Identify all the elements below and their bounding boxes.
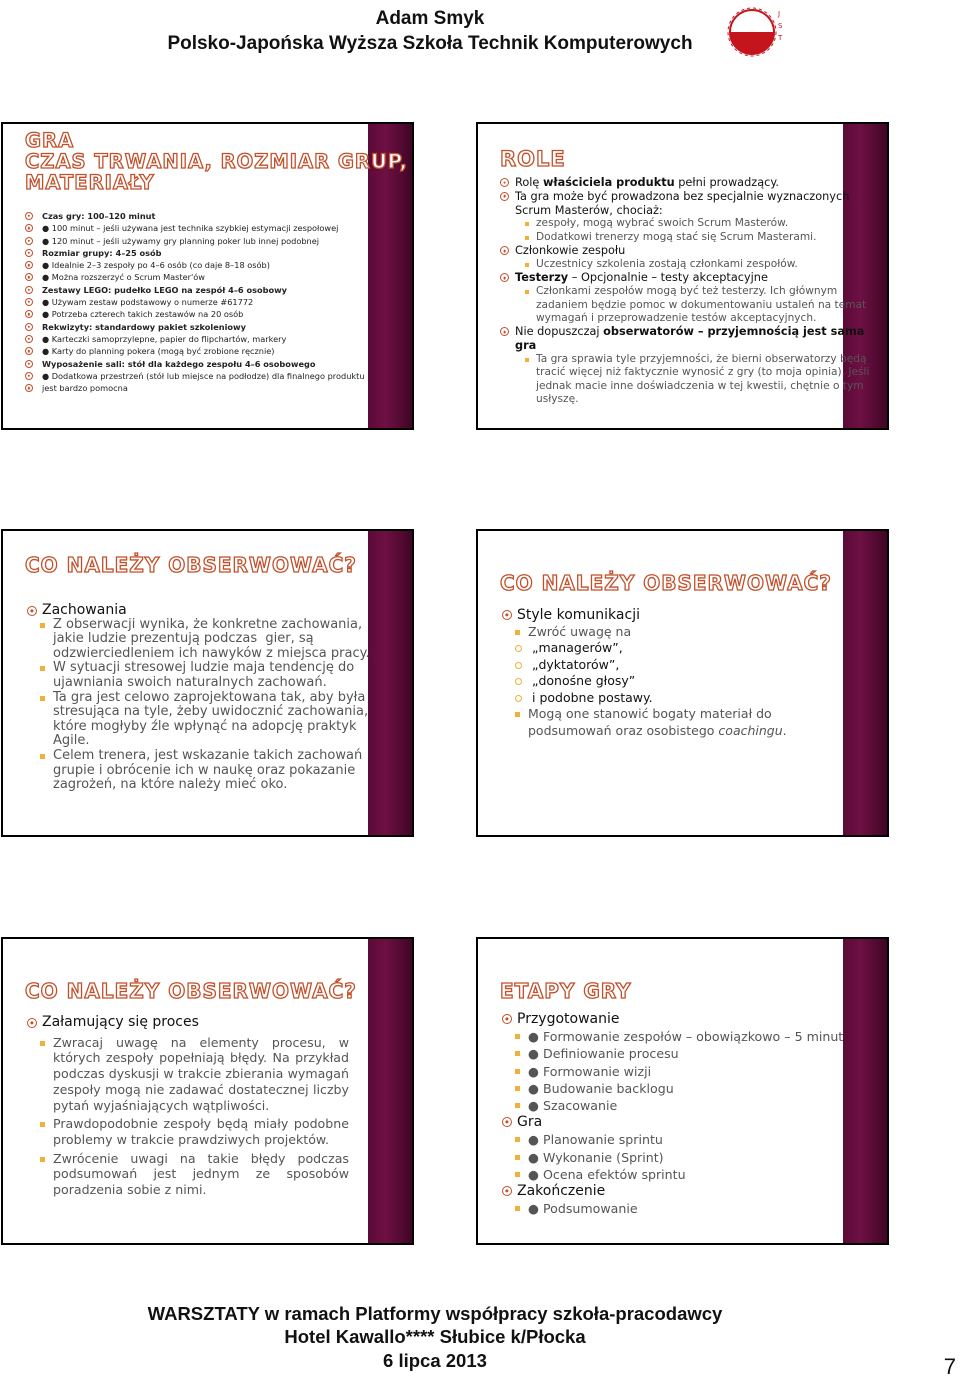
page-number: 7: [943, 1354, 956, 1376]
square-bullet-icon: [40, 696, 45, 701]
sub-sub-item: i podobne postawy.: [502, 690, 787, 707]
sub-item: Dodatkowi trenerzy mogą stać się Scrum Masterami.: [500, 231, 869, 244]
list-item-text: ● 100 minut – jeśli używana jest technika szybkiej estymacji zespołowej: [42, 223, 339, 234]
list-item-text: ● Karteczki samoprzylepne, papier do flipchartów, markery: [42, 333, 287, 344]
sub-item-text: grupie i obrócenie ich w naukę oraz pokazanie: [53, 762, 356, 778]
bullet-icon: [25, 323, 33, 331]
square-bullet-icon: [525, 290, 529, 294]
square-bullet-icon: [515, 712, 520, 717]
bullet-icon: [25, 335, 33, 343]
sub-item-text: ● Formowanie wizji: [528, 1063, 652, 1079]
list-item-text: jest bardzo pomocna: [42, 383, 128, 394]
slide-body: [502, 1011, 843, 1217]
list-item-text: Rekwizyty: standardowy pakiet szkoleniowy: [42, 321, 246, 332]
slide-title: [25, 130, 408, 193]
list-item-cont: gra: [515, 339, 537, 353]
sub-item: [502, 1045, 843, 1062]
sub-item-text: W sytuacji stresowej ludzie maja tendencję do: [53, 660, 355, 676]
sub-item: [502, 1097, 843, 1114]
sub-item-cont: [27, 734, 370, 749]
square-bullet-icon: [515, 1137, 520, 1142]
sub-sub-item: „dyktatorów”,: [502, 657, 787, 674]
sub-sub-item: „managerów”,: [502, 640, 787, 657]
sub-item-text: Celem trenera, jest wskazanie takich zachowań: [53, 747, 363, 763]
bullet-icon: [500, 192, 509, 201]
bullet-icon: [500, 178, 509, 187]
list-item-cont: Scrum Masterów, chociaż:: [515, 203, 663, 217]
bullet-icon: [502, 610, 512, 620]
svg-text:T: T: [778, 34, 783, 42]
sub-item-cont: zadaniem będzie pomoc w dokumentowaniu ustaleń na temat: [536, 298, 867, 311]
sub-item-cont: [27, 720, 370, 735]
slide-body: [27, 603, 370, 793]
list-item: Rolę właściciela produktu pełni prowadzący.: [500, 176, 869, 190]
bullet-icon: [25, 360, 33, 368]
sub-item: [502, 1063, 843, 1080]
sub-item: Zwracaj uwagę na elementy procesu, w których zespoły popełniają błędy. Na przykład podczas dyskusji w trakcie zbierania wymagań zespoły mogą nie zadawać dostatecznej liczby pytań wyjaśniających wątpliwości.: [27, 1035, 349, 1114]
bullet-icon: [25, 224, 33, 232]
square-bullet-icon: [515, 1069, 520, 1074]
list-item: [25, 321, 365, 333]
sub-item: Ta gra sprawia tyle przyjemności, że bierni obserwatorzy będą: [500, 353, 869, 366]
square-bullet-icon: [515, 1051, 520, 1056]
ring-bullet-icon: [515, 645, 522, 652]
ring-bullet-icon: [515, 678, 522, 685]
square-bullet-icon: [40, 623, 45, 628]
bullet-icon: [25, 261, 33, 269]
list-item-text: ● Potrzeba czterech takich zestawów na 20 osób: [42, 309, 244, 320]
list-item: [25, 308, 365, 320]
square-bullet-icon: [40, 1157, 45, 1162]
bullet-icon: [25, 298, 33, 306]
sub-item-text: jakie ludzie prezentują podczas gier, są: [53, 631, 314, 647]
list-item: [502, 1183, 843, 1200]
list-item: [25, 259, 365, 271]
square-bullet-icon: [515, 1172, 520, 1177]
sub-item-cont: [27, 778, 370, 793]
bullet-icon: [500, 327, 509, 336]
sub-item-text: ● Wykonanie (Sprint): [528, 1149, 664, 1165]
bullet-icon: [27, 606, 37, 616]
sub-item-text: ● Podsumowanie: [528, 1201, 638, 1217]
sub-item: [27, 749, 370, 764]
footer-date: 6 lipca 2013: [383, 1350, 487, 1371]
square-bullet-icon: [525, 222, 529, 226]
list-item-text: Wyposażenie sali: stół dla każdego zespołu 4–6 osobowego: [42, 358, 316, 369]
square-bullet-icon: [515, 1034, 520, 1039]
list-item: Nie dopuszczaj obserwatorów – przyjemnością jest sama: [500, 325, 869, 339]
slide-title: CO NALEŻY OBSERWOWAĆ?: [500, 571, 832, 595]
sub-item-text: Z obserwacji wynika, że konkretne zachowania,: [53, 616, 363, 632]
header-author: Adam Smyk: [375, 8, 485, 29]
sub-item: Prawdopodobnie zespoły będą miały podobne problemy w trakcie prawdziwych projektów.: [27, 1116, 349, 1147]
list-item: [25, 210, 365, 222]
sub-item: [27, 661, 370, 676]
sub-item-cont: tracić więcej niż faktycznie wynosić z gry (to moja opinia). Jeśli: [536, 366, 870, 379]
list-item: Ta gra może być prowadzona bez specjalnie wyznaczonych: [500, 190, 869, 204]
bullet-icon: [25, 212, 33, 220]
title-line: CZAS TRWANIA, ROZMIAR GRUP,: [25, 150, 408, 174]
square-bullet-icon: [515, 630, 520, 635]
list-item-text: ● Dodatkowa przestrzeń (stół lub miejsce na podłodze) dla finalnego produktu: [42, 370, 365, 381]
sub-item-text: ● Szacowanie: [528, 1098, 618, 1114]
list-item: [25, 345, 365, 357]
sub-item-cont: [27, 676, 370, 691]
slide-observe-behaviours: [1, 529, 414, 837]
sub-item-cont: [27, 632, 370, 647]
bullet-icon: [25, 384, 33, 392]
slide-title: ETAPY GRY: [500, 979, 632, 1003]
slide-title: CO NALEŻY OBSERWOWAĆ?: [25, 553, 357, 577]
list-item: [25, 358, 365, 370]
sub-item-text: które mogłyby źle wpłynąć na adopcję praktyk: [53, 718, 357, 734]
sub-item: Uczestnicy szkolenia zostają członkami zespołów.: [500, 258, 869, 271]
list-item: [25, 222, 365, 234]
square-bullet-icon: [525, 236, 529, 240]
list-item: Testerzy – Opcjonalnie – testy akceptacyjne: [500, 271, 869, 285]
school-logo-icon: [722, 2, 786, 66]
ring-bullet-icon: [515, 695, 522, 702]
footer-venue: Hotel Kawallo**** Słubice k/Płocka: [284, 1326, 586, 1347]
sub-item-text: Agile.: [53, 733, 90, 749]
bullet-icon: [25, 372, 33, 380]
list-item: Członkowie zespołu: [500, 244, 869, 258]
svg-text:J: J: [778, 10, 781, 18]
list-item: Załamujący się proces: [27, 1015, 349, 1031]
sub-item-cont: [27, 764, 370, 779]
sub-item-text: ● Budowanie backlogu: [528, 1080, 674, 1096]
slide-side-band: [843, 939, 887, 1243]
sub-item: Członkami zespołów mogą być też testerzy. Ich głównym: [500, 285, 869, 298]
sub-item: [502, 1080, 843, 1097]
sub-item: [27, 691, 370, 706]
sub-item: [502, 1149, 843, 1166]
sub-item: Zwrócenie uwagi na takie błędy podczas podsumowań jest jednym ze sposobów poradzenia sobie z nimi.: [27, 1151, 349, 1198]
list-item: Zachowania: [27, 603, 370, 618]
slide-body: [500, 176, 869, 407]
slide-game-duration: [1, 122, 414, 430]
sub-item: Zwróć uwagę na: [502, 624, 787, 641]
square-bullet-icon: [515, 1206, 520, 1211]
list-item-text: ● Używam zestaw podstawowy o numerze #61772: [42, 297, 254, 308]
sub-item: [27, 618, 370, 633]
bullet-icon: [502, 1014, 512, 1024]
sub-item: [502, 1131, 843, 1148]
sub-item: zespoły, mogą wybrać swoich Scrum Masterów.: [500, 217, 869, 230]
ring-bullet-icon: [515, 662, 522, 669]
bullet-icon: [502, 1117, 512, 1127]
slide-title: ROLE: [500, 147, 566, 171]
bullet-icon: [27, 1018, 37, 1028]
slide-side-band: [368, 939, 412, 1243]
header-school: Polsko-Japońska Wyższa Szkoła Technik Komputerowych: [167, 33, 693, 54]
slide-side-band: [368, 531, 412, 835]
list-item-text: ● Można rozszerzyć o Scrum Master'ów: [42, 272, 205, 283]
section-heading: Przygotowanie: [517, 1011, 620, 1027]
section-heading: Zakończenie: [517, 1183, 606, 1200]
slide-observe-process: [1, 937, 414, 1245]
title-line: MATERIAŁY: [25, 171, 155, 195]
bullet-icon: [500, 246, 509, 255]
square-bullet-icon: [515, 1103, 520, 1108]
square-bullet-icon: [515, 1086, 520, 1091]
svg-text:S: S: [778, 22, 783, 30]
bullet-icon: [25, 249, 33, 257]
sub-item-cont: [27, 647, 370, 662]
sub-item-text: ● Planowanie sprintu: [528, 1132, 663, 1148]
list-item: [25, 247, 365, 259]
slide-body: [502, 607, 787, 739]
list-item: [25, 382, 365, 394]
bullet-icon: [25, 347, 33, 355]
list-item-text: Rozmiar grupy: 4–25 osób: [42, 247, 162, 258]
bullet-icon: [25, 273, 33, 281]
list-item: [25, 284, 365, 296]
bullet-icon: [502, 1186, 512, 1196]
square-bullet-icon: [40, 1122, 45, 1127]
list-item: [25, 333, 365, 345]
sub-item-text: stresująca na tyle, żeby uwidocznić zachowania,: [53, 704, 369, 720]
sub-item-cont: podsumowań oraz osobistego coachingu.: [528, 722, 787, 738]
sub-sub-item: „donośne głosy”: [502, 673, 787, 690]
section-heading: Gra: [517, 1114, 543, 1131]
slide-observe-communication: [476, 529, 889, 837]
bullet-icon: [500, 273, 509, 282]
bullet-icon: [25, 237, 33, 245]
sub-item: Mogą one stanowić bogaty materiał do: [502, 706, 787, 723]
list-item: [25, 271, 365, 283]
list-item-text: Zestawy LEGO: pudełko LEGO na zespół 4–6 osobowy: [42, 284, 287, 295]
sub-item-cont: [27, 705, 370, 720]
sub-item-cont: usłyszę.: [536, 393, 579, 406]
square-bullet-icon: [515, 1155, 520, 1160]
list-item-text: Czas gry: 100–120 minut: [42, 211, 156, 221]
slide-side-band: [843, 531, 887, 835]
list-item-text: ● Karty do planning pokera (mogą być zrobione ręcznie): [42, 346, 275, 357]
bullet-icon: [25, 310, 33, 318]
sub-item-text: ujawniania swoich naturalnych zachowań.: [53, 674, 327, 690]
footer-event: WARSZTATY w ramach Platformy współpracy szkoła-pracodawcy: [147, 1303, 723, 1324]
slide-game-stages: [476, 937, 889, 1245]
list-item: [25, 235, 365, 247]
sub-item-text: zagrożeń, na które należy mieć oko.: [53, 777, 288, 793]
square-bullet-icon: [40, 754, 45, 759]
sub-item: [502, 1200, 843, 1217]
square-bullet-icon: [40, 666, 45, 671]
slide-body: [27, 1015, 349, 1198]
slide-roles: [476, 122, 889, 430]
sub-item-text: Ta gra jest celowo zaprojektowana tak, aby była: [53, 689, 366, 705]
square-bullet-icon: [40, 1041, 45, 1046]
sub-item: [502, 1166, 843, 1183]
sub-item-text: ● Formowanie zespołów – obowiązkowo – 5 minut: [528, 1029, 844, 1045]
slide-body: [25, 210, 365, 394]
list-item: [25, 296, 365, 308]
square-bullet-icon: [525, 358, 529, 362]
bullet-icon: [25, 286, 33, 294]
list-item: [502, 1011, 843, 1028]
list-item-text: ● 120 minut – jeśli używamy gry planning poker lub innej podobnej: [42, 235, 320, 246]
sub-item: [502, 1028, 843, 1045]
sub-item-text: odzwierciedleniem ich nawyków z miejsca pracy.: [53, 645, 370, 661]
list-item: [502, 1114, 843, 1131]
sub-item-cont: wymagań i przeprowadzenie testów akceptacyjnych.: [536, 312, 817, 325]
sub-item-cont: jednak macie inne doświadczenia w tej kwestii, chętnie o tym: [536, 379, 864, 392]
list-item: [25, 370, 365, 382]
list-item-text: ● Idealnie 2–3 zespoły po 4–6 osób (co daje 8–18 osób): [42, 260, 270, 271]
sub-item-text: ● Definiowanie procesu: [528, 1046, 679, 1062]
sub-item-text: ● Ocena efektów sprintu: [528, 1166, 686, 1182]
title-line: GRA: [25, 129, 75, 152]
square-bullet-icon: [525, 263, 529, 267]
list-item: Style komunikacji: [502, 607, 787, 624]
slide-title: CO NALEŻY OBSERWOWAĆ?: [25, 979, 357, 1003]
